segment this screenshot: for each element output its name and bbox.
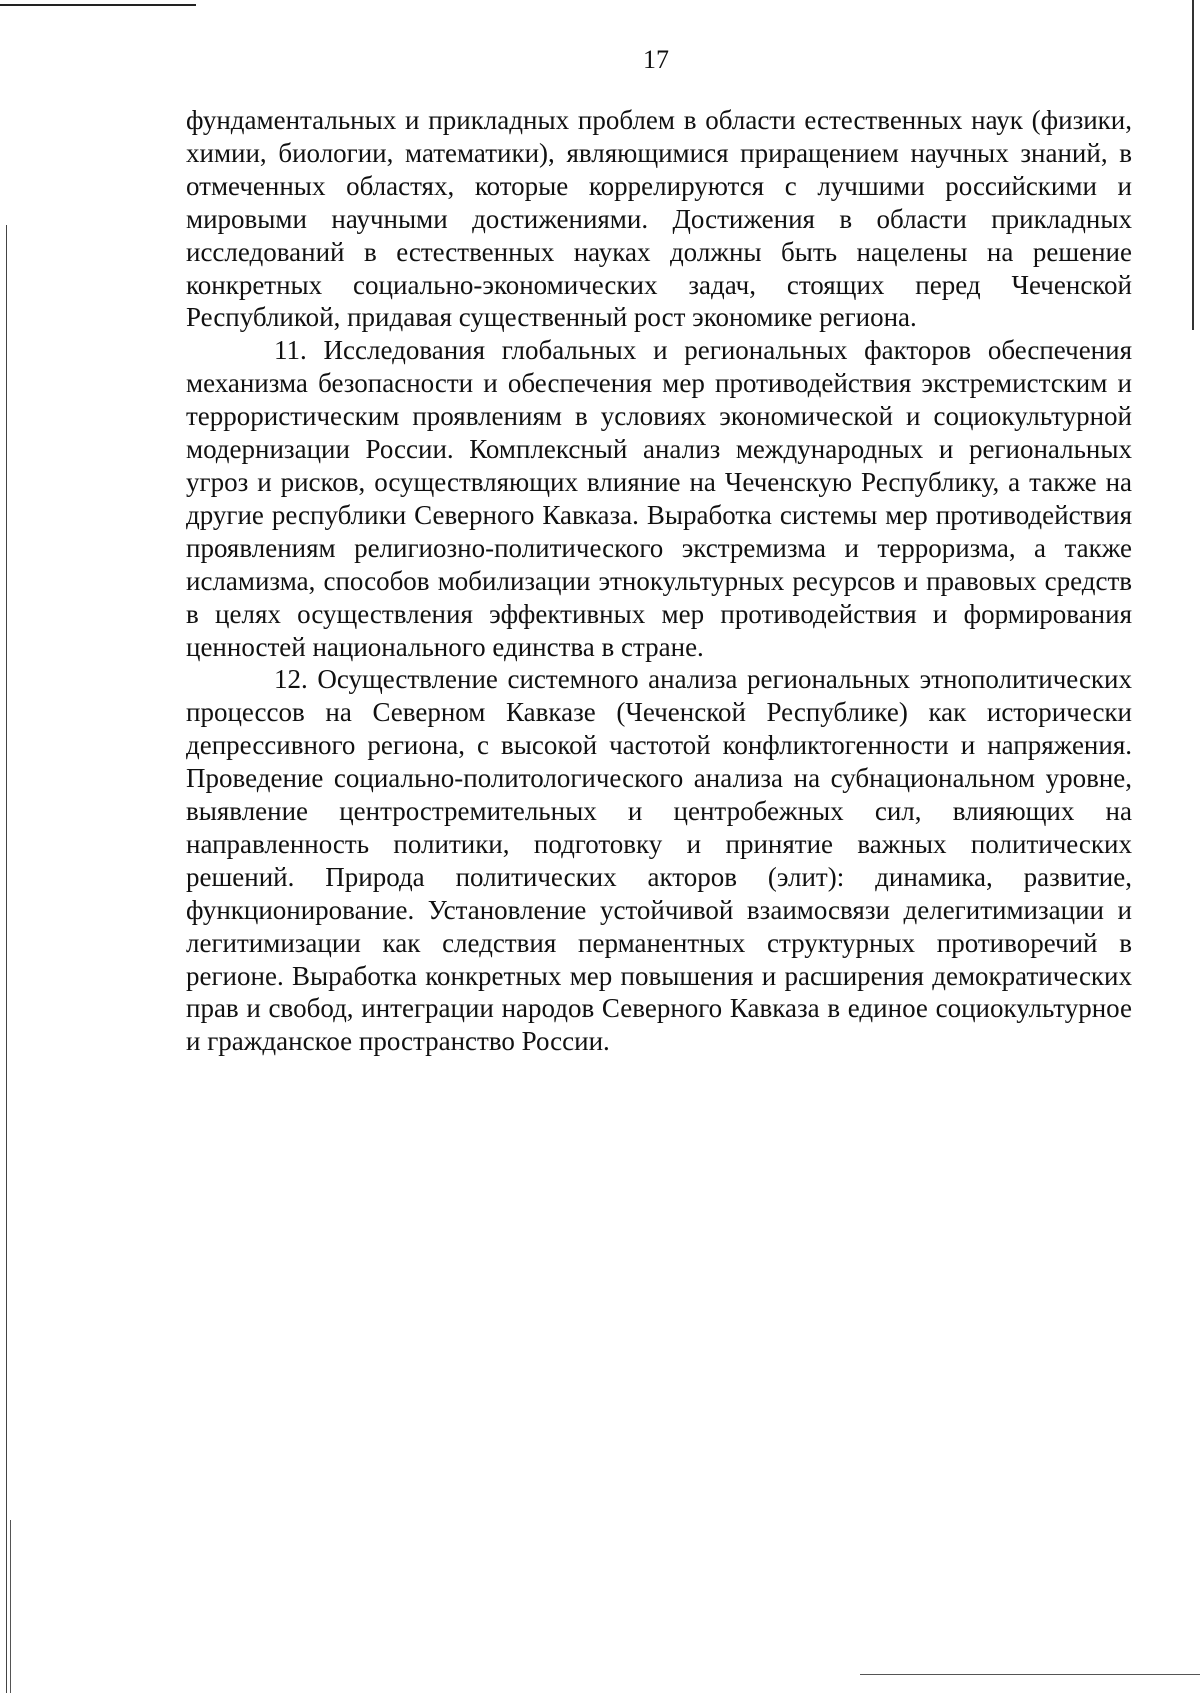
paragraph-item-11: 11. Исследования глобальных и региональных факторов обеспечения механизма безопасности и обеспечения мер противодействия экстремистским и террористическим проявлениям в условиях экономической и социокультурной модернизации России. Комплексный анализ международных и региональных угроз и рисков, осуществляющих влияние на Чеченскую Республику, а также на другие республики Северного Кавказа. Выработка системы мер противодействия проявлениям религиозно-политического экстремизма и терроризма, а также исламизма, способов мобилизации этнокультурных ресурсов и правовых средств в целях осуществления эффективных мер противодействия и формирования ценностей национального единства в стране. — [186, 335, 1132, 662]
scan-edge-line-bottom — [860, 1674, 1200, 1675]
page-number: 17 — [643, 45, 669, 74]
paragraph-continuation: фундаментальных и прикладных проблем в области естественных наук (физики, химии, биологии, математики), являющимися приращением научных знаний, в отмеченных областях, которые коррелируются с лучшими российскими и мировыми научными достижениями. Достижения в области прикладных исследований в естественных науках должны быть нацелены на решение конкретных социально-экономических задач, стоящих перед Чеченской Республикой, придавая существенный рост экономике региона. — [186, 105, 1132, 333]
scan-edge-line-top — [0, 4, 196, 6]
paragraph-item-12: 12. Осуществление системного анализа региональных этнополитических процессов на Северном Кавказе (Чеченской Республике) как исторически депрессивного региона, с высокой частотой конфликтогенности и напряжения. Проведение социально-политологического анализа на субнациональном уровне, выявление центростремительных и центробежных сил, влияющих на направленность политики, подготовку и принятие важных политических решений. Природа политических акторов (элит): динамика, развитие, функционирование. Установление устойчивой взаимосвязи делегитимизации и легитимизации как следствия перманентных структурных противоречий в регионе. Выработка конкретных мер повышения и расширения демократических прав и свобод, интеграции народов Северного Кавказа в единое социокультурное и гражданское пространство России. — [186, 664, 1132, 1057]
scan-edge-line-left — [6, 225, 7, 1693]
scan-edge-line-left-secondary — [10, 1520, 11, 1693]
body-text — [186, 104, 1132, 1058]
